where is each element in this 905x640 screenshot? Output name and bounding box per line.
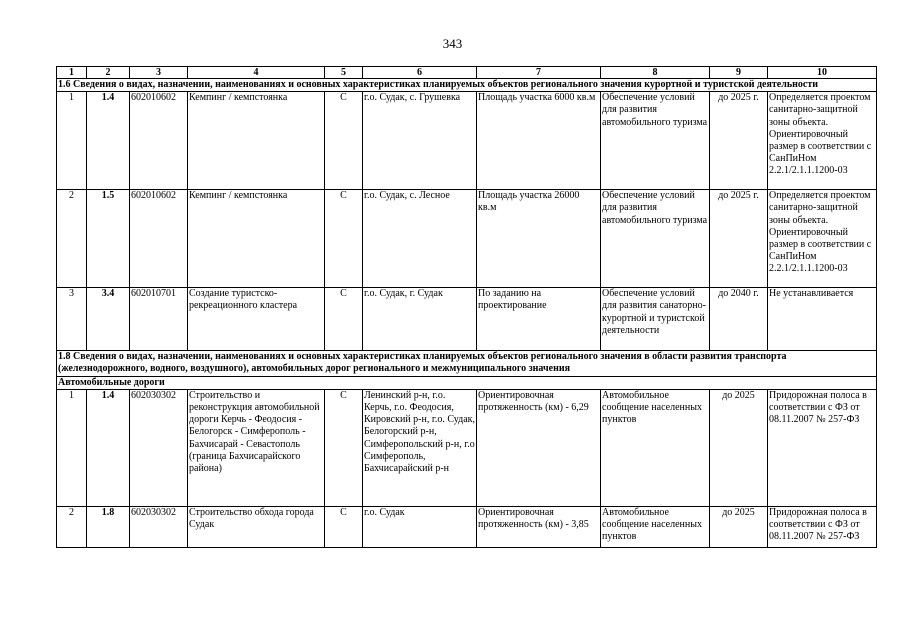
column-number: 10 <box>768 67 877 79</box>
object-deadline: до 2025 <box>710 389 768 506</box>
object-status: С <box>325 506 363 547</box>
table-row <box>57 190 877 288</box>
object-location: г.о. Судак, с. Лесное <box>363 190 477 288</box>
object-code: 1.8 <box>87 506 130 547</box>
object-code: 1.4 <box>87 389 130 506</box>
object-code: 1.5 <box>87 190 130 288</box>
subsection-title: Автомобильные дороги <box>57 376 877 389</box>
row-number: 1 <box>57 389 87 506</box>
object-id: 602030302 <box>130 389 188 506</box>
object-purpose: Обеспечение условий для развития санаторно-курортной и туристской деятельности <box>601 288 710 351</box>
object-location: г.о. Судак <box>363 506 477 547</box>
object-status: С <box>325 190 363 288</box>
column-number-row <box>57 67 877 79</box>
object-deadline: до 2025 <box>710 506 768 547</box>
object-name: Строительство и реконструкция автомобильной дороги Керчь - Феодосия - Белогорск - Симферополь - Бахчисарай - Севастополь (граница Бахчисарайского района) <box>188 389 325 506</box>
section-title-row <box>57 351 877 376</box>
object-purpose: Обеспечение условий для развития автомобильного туризма <box>601 190 710 288</box>
table-row <box>57 92 877 190</box>
object-zone: Определяется проектом санитарно-защитной зоны объекта. Ориентировочный размер в соответствии с СанПиНом 2.2.1/2.1.1.1200-03 <box>768 92 877 190</box>
page-number: 343 <box>442 36 463 51</box>
column-number: 2 <box>87 67 130 79</box>
column-number: 3 <box>130 67 188 79</box>
column-number: 4 <box>188 67 325 79</box>
row-number: 2 <box>57 506 87 547</box>
objects-table <box>56 66 877 548</box>
object-status: С <box>325 389 363 506</box>
object-deadline: до 2025 г. <box>710 92 768 190</box>
column-number: 7 <box>477 67 601 79</box>
row-number: 1 <box>57 92 87 190</box>
table-row <box>57 389 877 506</box>
object-status: С <box>325 288 363 351</box>
row-number: 3 <box>57 288 87 351</box>
object-zone: Определяется проектом санитарно-защитной зоны объекта. Ориентировочный размер в соответствии с СанПиНом 2.2.1/2.1.1.1200-03 <box>768 190 877 288</box>
object-code: 1.4 <box>87 92 130 190</box>
object-name: Кемпинг / кемпстоянка <box>188 92 325 190</box>
column-number: 8 <box>601 67 710 79</box>
object-code: 3.4 <box>87 288 130 351</box>
object-zone: Придорожная полоса в соответствии с ФЗ от 08.11.2007 № 257-ФЗ <box>768 389 877 506</box>
object-location: Ленинский р-н, г.о. Керчь, г.о. Феодосия, Кировский р-н, г.о. Судак, Белогорский р-н, Симферопольский р-н, г.о Симферополь, Бахчисарайский р-н <box>363 389 477 506</box>
table-row <box>57 288 877 351</box>
object-deadline: до 2025 г. <box>710 190 768 288</box>
object-status: С <box>325 92 363 190</box>
object-characteristics: По заданию на проектирование <box>477 288 601 351</box>
section-title: 1.6 Сведения о видах, назначении, наименованиях и основных характеристиках планируемых объектов регионального значения курортной и туристской деятельности <box>57 79 877 92</box>
column-number: 5 <box>325 67 363 79</box>
table-row <box>57 506 877 547</box>
object-characteristics: Ориентировочная протяженность (км) - 3,85 <box>477 506 601 547</box>
object-id: 602010701 <box>130 288 188 351</box>
object-purpose: Автомобильное сообщение населенных пунктов <box>601 389 710 506</box>
section-title: 1.8 Сведения о видах, назначении, наименованиях и основных характеристиках планируемых объектов регионального значения в области развития транспорта (железнодорожного, водного, воздушного), автомобильных дорог регионального и межмуниципального значения <box>57 351 877 376</box>
object-purpose: Автомобильное сообщение населенных пунктов <box>601 506 710 547</box>
object-location: г.о. Судак, г. Судак <box>363 288 477 351</box>
subsection-row <box>57 376 877 389</box>
row-number: 2 <box>57 190 87 288</box>
object-characteristics: Площадь участка 6000 кв.м <box>477 92 601 190</box>
object-zone: Придорожная полоса в соответствии с ФЗ от 08.11.2007 № 257-ФЗ <box>768 506 877 547</box>
column-number: 9 <box>710 67 768 79</box>
object-deadline: до 2040 г. <box>710 288 768 351</box>
object-characteristics: Ориентировочная протяженность (км) - 6,29 <box>477 389 601 506</box>
object-name: Создание туристско-рекреационного кластера <box>188 288 325 351</box>
object-zone: Не устанавливается <box>768 288 877 351</box>
column-number: 1 <box>57 67 87 79</box>
section-title-row <box>57 79 877 92</box>
object-id: 602010602 <box>130 190 188 288</box>
object-id: 602010602 <box>130 92 188 190</box>
object-name: Кемпинг / кемпстоянка <box>188 190 325 288</box>
object-name: Строительство обхода города Судак <box>188 506 325 547</box>
object-purpose: Обеспечение условий для развития автомобильного туризма <box>601 92 710 190</box>
object-id: 602030302 <box>130 506 188 547</box>
object-location: г.о. Судак, с. Грушевка <box>363 92 477 190</box>
column-number: 6 <box>363 67 477 79</box>
object-characteristics: Площадь участка 26000 кв.м <box>477 190 601 288</box>
